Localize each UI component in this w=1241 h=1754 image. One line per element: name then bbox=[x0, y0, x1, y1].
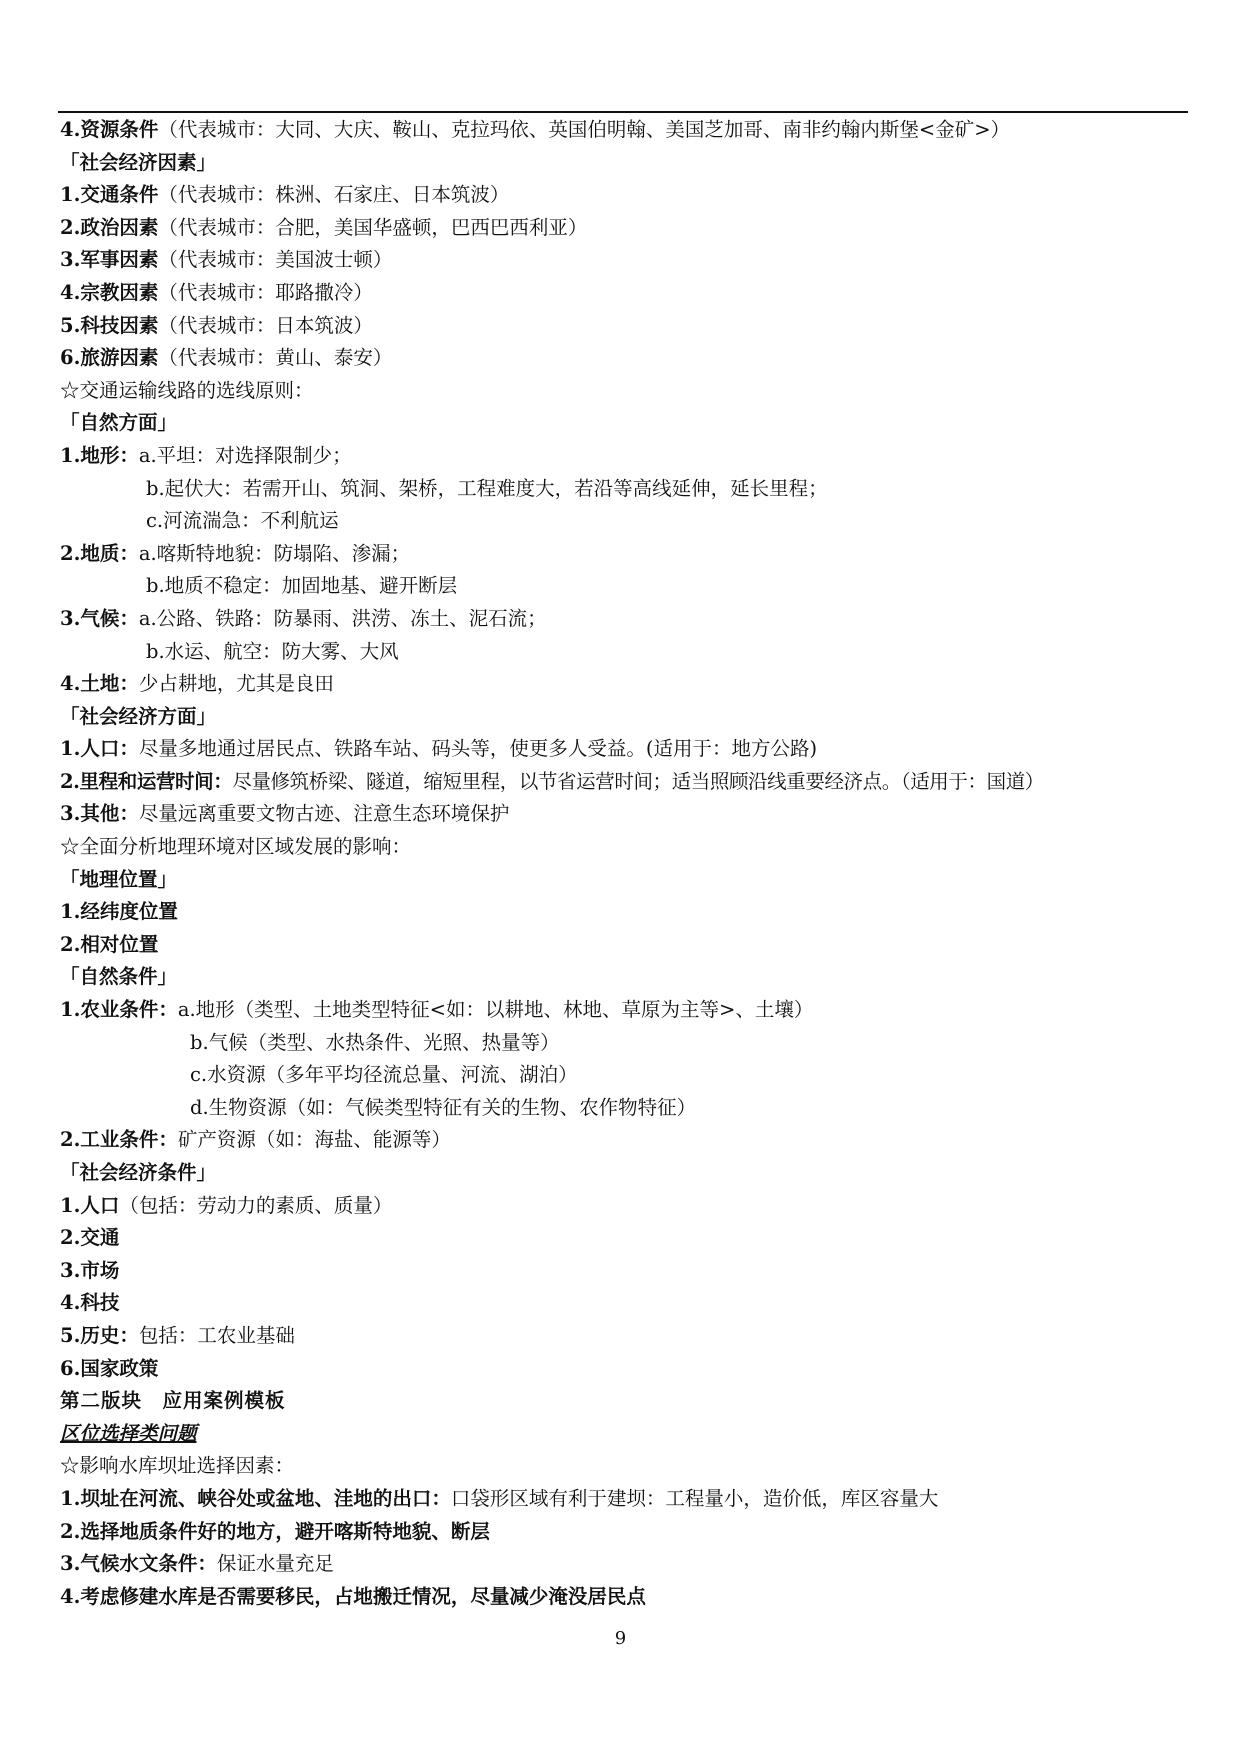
text-line: 1.人口：尽量多地通过居民点、铁路车站、码头等，使更多人受益。(适用于：地方公路) bbox=[60, 737, 818, 761]
text-line: 1.人口（包括：劳动力的素质、质量） bbox=[60, 1193, 393, 1217]
text-line: 1.经纬度位置 bbox=[60, 900, 178, 924]
indented-line: b.水运、航空：防大雾、大风 bbox=[146, 639, 399, 663]
text-line: 5.历史：包括：工农业基础 bbox=[60, 1323, 295, 1347]
subsection-title: 区位选择类问题 bbox=[60, 1421, 197, 1445]
document-body bbox=[60, 114, 1190, 1613]
text-line: 3.军事因素（代表城市：美国波士顿） bbox=[60, 248, 393, 272]
text-line: 6.旅游因素（代表城市：黄山、泰安） bbox=[60, 346, 393, 370]
star-topic: ☆全面分析地理环境对区域发展的影响： bbox=[60, 835, 412, 859]
section-heading: 「社会经济条件」 bbox=[60, 1161, 217, 1184]
text-line: 4.土地：少占耕地，尤其是良田 bbox=[60, 672, 334, 696]
text-line: 2.地质：a.喀斯特地貌：防塌陷、渗漏； bbox=[60, 541, 411, 565]
section-heading: 「社会经济方面」 bbox=[60, 704, 217, 728]
text-line: 2.相对位置 bbox=[60, 932, 159, 956]
text-line: 3.市场 bbox=[60, 1258, 120, 1282]
text-line: 1.交通条件（代表城市：株洲、石家庄、日本筑波） bbox=[60, 183, 510, 207]
text-line: 4.考虑修建水库是否需要移民，占地搬迁情况，尽量减少淹没居民点 bbox=[60, 1584, 646, 1608]
star-topic: ☆影响水库坝址选择因素： bbox=[60, 1454, 295, 1478]
text-line: 2.工业条件：矿产资源（如：海盐、能源等） bbox=[60, 1128, 451, 1152]
indented-line: b.气候（类型、水热条件、光照、热量等） bbox=[190, 1030, 560, 1054]
text-line: 3.气候：a.公路、铁路：防暴雨、洪涝、冻土、泥石流； bbox=[60, 606, 547, 630]
text-line: 2.交通 bbox=[60, 1226, 120, 1250]
text-line: 1.地形：a.平坦：对选择限制少； bbox=[60, 443, 352, 467]
text-line: 3.气候水文条件：保证水量充足 bbox=[60, 1552, 334, 1576]
page-number: 9 bbox=[614, 1628, 627, 1649]
section-heading: 「社会经济因素」 bbox=[60, 150, 217, 174]
text-line: 1.坝址在河流、峡谷处或盆地、洼地的出口：口袋形区域有利于建坝：工程量小，造价低，库区容量大 bbox=[60, 1486, 939, 1510]
indented-line: d.生物资源（如：气候类型特征有关的生物、农作物特征） bbox=[190, 1095, 697, 1119]
indented-line: b.地质不稳定：加固地基、避开断层 bbox=[146, 574, 458, 598]
text-line: 3.其他：尽量远离重要文物古迹、注意生态环境保护 bbox=[60, 802, 510, 826]
section-heading: 「自然条件」 bbox=[60, 965, 178, 989]
text-line: 4.科技 bbox=[60, 1291, 120, 1315]
indented-line: c.水资源（多年平均径流总量、河流、湖泊） bbox=[190, 1063, 578, 1087]
header-rule bbox=[58, 111, 1188, 113]
text-line: 4.资源条件（代表城市：大同、大庆、鞍山、克拉玛依、英国伯明翰、美国芝加哥、南非约翰内斯堡<金矿>） bbox=[60, 118, 1011, 141]
section-heading: 「自然方面」 bbox=[60, 411, 178, 435]
text-line: 5.科技因素（代表城市：日本筑波） bbox=[60, 313, 373, 337]
text-line: 6.国家政策 bbox=[60, 1356, 159, 1380]
star-topic: ☆交通运输线路的选线原则： bbox=[60, 378, 314, 402]
section-title: 第二版块 应用案例模板 bbox=[60, 1389, 286, 1413]
text-line: 2.选择地质条件好的地方，避开喀斯特地貌、断层 bbox=[60, 1519, 490, 1543]
text-line: 2.政治因素（代表城市：合肥，美国华盛顿，巴西巴西利亚） bbox=[60, 215, 588, 239]
text-line: 4.宗教因素（代表城市：耶路撒冷） bbox=[60, 280, 373, 304]
text-line: 2.里程和运营时间：尽量修筑桥梁、隧道，缩短里程，以节省运营时间；适当照顾沿线重要经济点。（适用于：国道） bbox=[60, 769, 1044, 793]
indented-line: b.起伏大：若需开山、筑洞、架桥，工程难度大，若沿等高线延伸，延长里程； bbox=[146, 476, 828, 500]
section-heading: 「地理位置」 bbox=[60, 867, 178, 891]
indented-line: c.河流湍急：不利航运 bbox=[146, 509, 339, 533]
text-line: 1.农业条件：a.地形（类型、土地类型特征<如：以耕地、林地、草原为主等>、土壤） bbox=[60, 998, 814, 1022]
